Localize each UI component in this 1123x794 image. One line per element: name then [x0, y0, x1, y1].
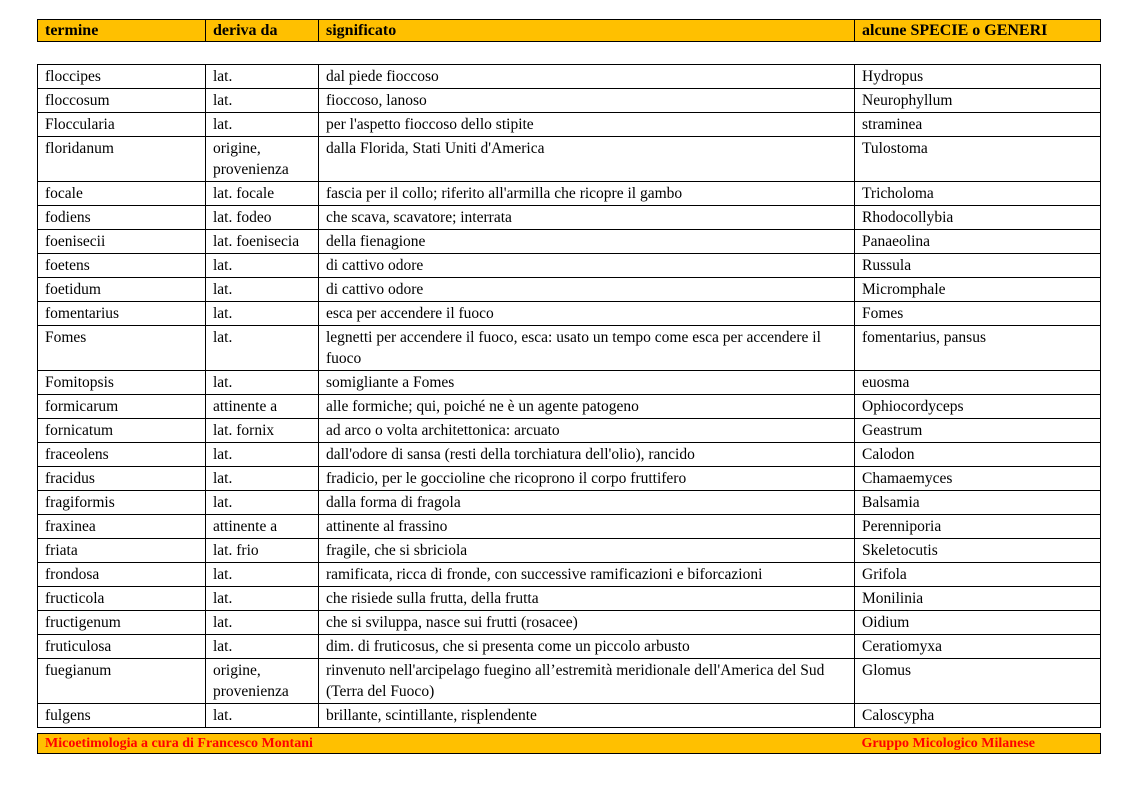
- footer-table: [37, 733, 1101, 754]
- footer-left: Micoetimologia a cura di Francesco Montani: [38, 734, 855, 754]
- term-cell: Fomitopsis: [38, 371, 206, 395]
- header-term: termine: [38, 20, 206, 42]
- term-cell: friata: [38, 539, 206, 563]
- meaning-cell: dalla Florida, Stati Uniti d'America: [319, 137, 855, 182]
- origin-cell: origine, provenienza: [206, 137, 319, 182]
- table-row: [38, 278, 1101, 302]
- term-cell: floridanum: [38, 137, 206, 182]
- term-cell: fornicatum: [38, 419, 206, 443]
- table-row: [38, 467, 1101, 491]
- meaning-cell: che risiede sulla frutta, della frutta: [319, 587, 855, 611]
- origin-cell: lat. frio: [206, 539, 319, 563]
- origin-cell: lat.: [206, 704, 319, 728]
- species-cell: euosma: [855, 371, 1101, 395]
- origin-cell: lat.: [206, 302, 319, 326]
- origin-cell: lat. focale: [206, 182, 319, 206]
- term-cell: frondosa: [38, 563, 206, 587]
- meaning-cell: dal piede fioccoso: [319, 65, 855, 89]
- term-cell: fuegianum: [38, 659, 206, 704]
- term-cell: fodiens: [38, 206, 206, 230]
- term-cell: fraceolens: [38, 443, 206, 467]
- term-cell: fragiformis: [38, 491, 206, 515]
- species-cell: Tricholoma: [855, 182, 1101, 206]
- origin-cell: lat.: [206, 278, 319, 302]
- species-cell: Monilinia: [855, 587, 1101, 611]
- species-cell: Ceratiomyxa: [855, 635, 1101, 659]
- meaning-cell: dall'odore di sansa (resti della torchiatura dell'olio), rancido: [319, 443, 855, 467]
- origin-cell: attinente a: [206, 515, 319, 539]
- meaning-cell: fradicio, per le goccioline che ricoprono il corpo fruttifero: [319, 467, 855, 491]
- species-cell: Tulostoma: [855, 137, 1101, 182]
- species-cell: Oidium: [855, 611, 1101, 635]
- footer-row: [38, 734, 1101, 754]
- header-meaning: significato: [319, 20, 855, 42]
- meaning-cell: somigliante a Fomes: [319, 371, 855, 395]
- table-row: [38, 89, 1101, 113]
- table-row: [38, 302, 1101, 326]
- term-cell: fructicola: [38, 587, 206, 611]
- table-row: [38, 443, 1101, 467]
- table-row: [38, 371, 1101, 395]
- meaning-cell: che si sviluppa, nasce sui frutti (rosacee): [319, 611, 855, 635]
- origin-cell: lat. fornix: [206, 419, 319, 443]
- term-cell: foetidum: [38, 278, 206, 302]
- table-row: [38, 491, 1101, 515]
- species-cell: Panaeolina: [855, 230, 1101, 254]
- origin-cell: lat.: [206, 563, 319, 587]
- table-row: [38, 587, 1101, 611]
- header-species: alcune SPECIE o GENERI: [855, 20, 1101, 42]
- table-row: [38, 611, 1101, 635]
- table-row: [38, 395, 1101, 419]
- origin-cell: lat.: [206, 371, 319, 395]
- species-cell: Micromphale: [855, 278, 1101, 302]
- term-cell: focale: [38, 182, 206, 206]
- origin-cell: attinente a: [206, 395, 319, 419]
- term-cell: floccipes: [38, 65, 206, 89]
- species-cell: Chamaemyces: [855, 467, 1101, 491]
- term-cell: fulgens: [38, 704, 206, 728]
- meaning-cell: fascia per il collo; riferito all'armilla che ricopre il gambo: [319, 182, 855, 206]
- origin-cell: lat.: [206, 113, 319, 137]
- origin-cell: lat. foenisecia: [206, 230, 319, 254]
- species-cell: Perenniporia: [855, 515, 1101, 539]
- origin-cell: lat.: [206, 611, 319, 635]
- meaning-cell: dalla forma di fragola: [319, 491, 855, 515]
- meaning-cell: brillante, scintillante, risplendente: [319, 704, 855, 728]
- etymology-table: [37, 64, 1101, 728]
- meaning-cell: esca per accendere il fuoco: [319, 302, 855, 326]
- species-cell: Ophiocordyceps: [855, 395, 1101, 419]
- species-cell: Geastrum: [855, 419, 1101, 443]
- origin-cell: lat.: [206, 587, 319, 611]
- term-cell: fomentarius: [38, 302, 206, 326]
- species-cell: Hydropus: [855, 65, 1101, 89]
- table-row: [38, 515, 1101, 539]
- meaning-cell: fragile, che si sbriciola: [319, 539, 855, 563]
- species-cell: Calodon: [855, 443, 1101, 467]
- species-cell: fomentarius, pansus: [855, 326, 1101, 371]
- meaning-cell: alle formiche; qui, poiché ne è un agente patogeno: [319, 395, 855, 419]
- term-cell: fraxinea: [38, 515, 206, 539]
- species-cell: straminea: [855, 113, 1101, 137]
- table-row: [38, 539, 1101, 563]
- table-row: [38, 563, 1101, 587]
- species-cell: Rhodocollybia: [855, 206, 1101, 230]
- table-row: [38, 182, 1101, 206]
- table-row: [38, 635, 1101, 659]
- origin-cell: lat.: [206, 467, 319, 491]
- species-cell: Skeletocutis: [855, 539, 1101, 563]
- table-row: [38, 326, 1101, 371]
- species-cell: Caloscypha: [855, 704, 1101, 728]
- table-row: [38, 65, 1101, 89]
- term-cell: floccosum: [38, 89, 206, 113]
- table-row: [38, 254, 1101, 278]
- etymology-table-body: [38, 65, 1101, 728]
- meaning-cell: rinvenuto nell'arcipelago fuegino all’estremità meridionale dell'America del Sud (Terra del Fuoco): [319, 659, 855, 704]
- meaning-cell: di cattivo odore: [319, 278, 855, 302]
- meaning-cell: fioccoso, lanoso: [319, 89, 855, 113]
- meaning-cell: attinente al frassino: [319, 515, 855, 539]
- species-cell: Grifola: [855, 563, 1101, 587]
- meaning-cell: legnetti per accendere il fuoco, esca: usato un tempo come esca per accendere il fuoco: [319, 326, 855, 371]
- footer-right: Gruppo Micologico Milanese: [855, 734, 1101, 754]
- species-cell: Russula: [855, 254, 1101, 278]
- meaning-cell: per l'aspetto fioccoso dello stipite: [319, 113, 855, 137]
- meaning-cell: che scava, scavatore; interrata: [319, 206, 855, 230]
- meaning-cell: della fienagione: [319, 230, 855, 254]
- origin-cell: lat.: [206, 89, 319, 113]
- species-cell: Glomus: [855, 659, 1101, 704]
- table-row: [38, 206, 1101, 230]
- origin-cell: lat.: [206, 491, 319, 515]
- table-row: [38, 113, 1101, 137]
- table-row: [38, 704, 1101, 728]
- meaning-cell: ramificata, ricca di fronde, con successive ramificazioni e biforcazioni: [319, 563, 855, 587]
- origin-cell: lat.: [206, 65, 319, 89]
- origin-cell: lat.: [206, 635, 319, 659]
- header-row: [38, 20, 1101, 42]
- term-cell: fruticulosa: [38, 635, 206, 659]
- term-cell: fracidus: [38, 467, 206, 491]
- origin-cell: lat.: [206, 254, 319, 278]
- term-cell: foenisecii: [38, 230, 206, 254]
- origin-cell: origine, provenienza: [206, 659, 319, 704]
- table-row: [38, 137, 1101, 182]
- term-cell: formicarum: [38, 395, 206, 419]
- species-cell: Fomes: [855, 302, 1101, 326]
- species-cell: Neurophyllum: [855, 89, 1101, 113]
- origin-cell: lat.: [206, 443, 319, 467]
- table-row: [38, 419, 1101, 443]
- term-cell: Floccularia: [38, 113, 206, 137]
- meaning-cell: ad arco o volta architettonica: arcuato: [319, 419, 855, 443]
- table-row: [38, 230, 1101, 254]
- header-table: [37, 19, 1101, 42]
- table-row: [38, 659, 1101, 704]
- term-cell: fructigenum: [38, 611, 206, 635]
- term-cell: foetens: [38, 254, 206, 278]
- species-cell: Balsamia: [855, 491, 1101, 515]
- meaning-cell: di cattivo odore: [319, 254, 855, 278]
- origin-cell: lat. fodeo: [206, 206, 319, 230]
- term-cell: Fomes: [38, 326, 206, 371]
- meaning-cell: dim. di fruticosus, che si presenta come un piccolo arbusto: [319, 635, 855, 659]
- header-origin: deriva da: [206, 20, 319, 42]
- origin-cell: lat.: [206, 326, 319, 371]
